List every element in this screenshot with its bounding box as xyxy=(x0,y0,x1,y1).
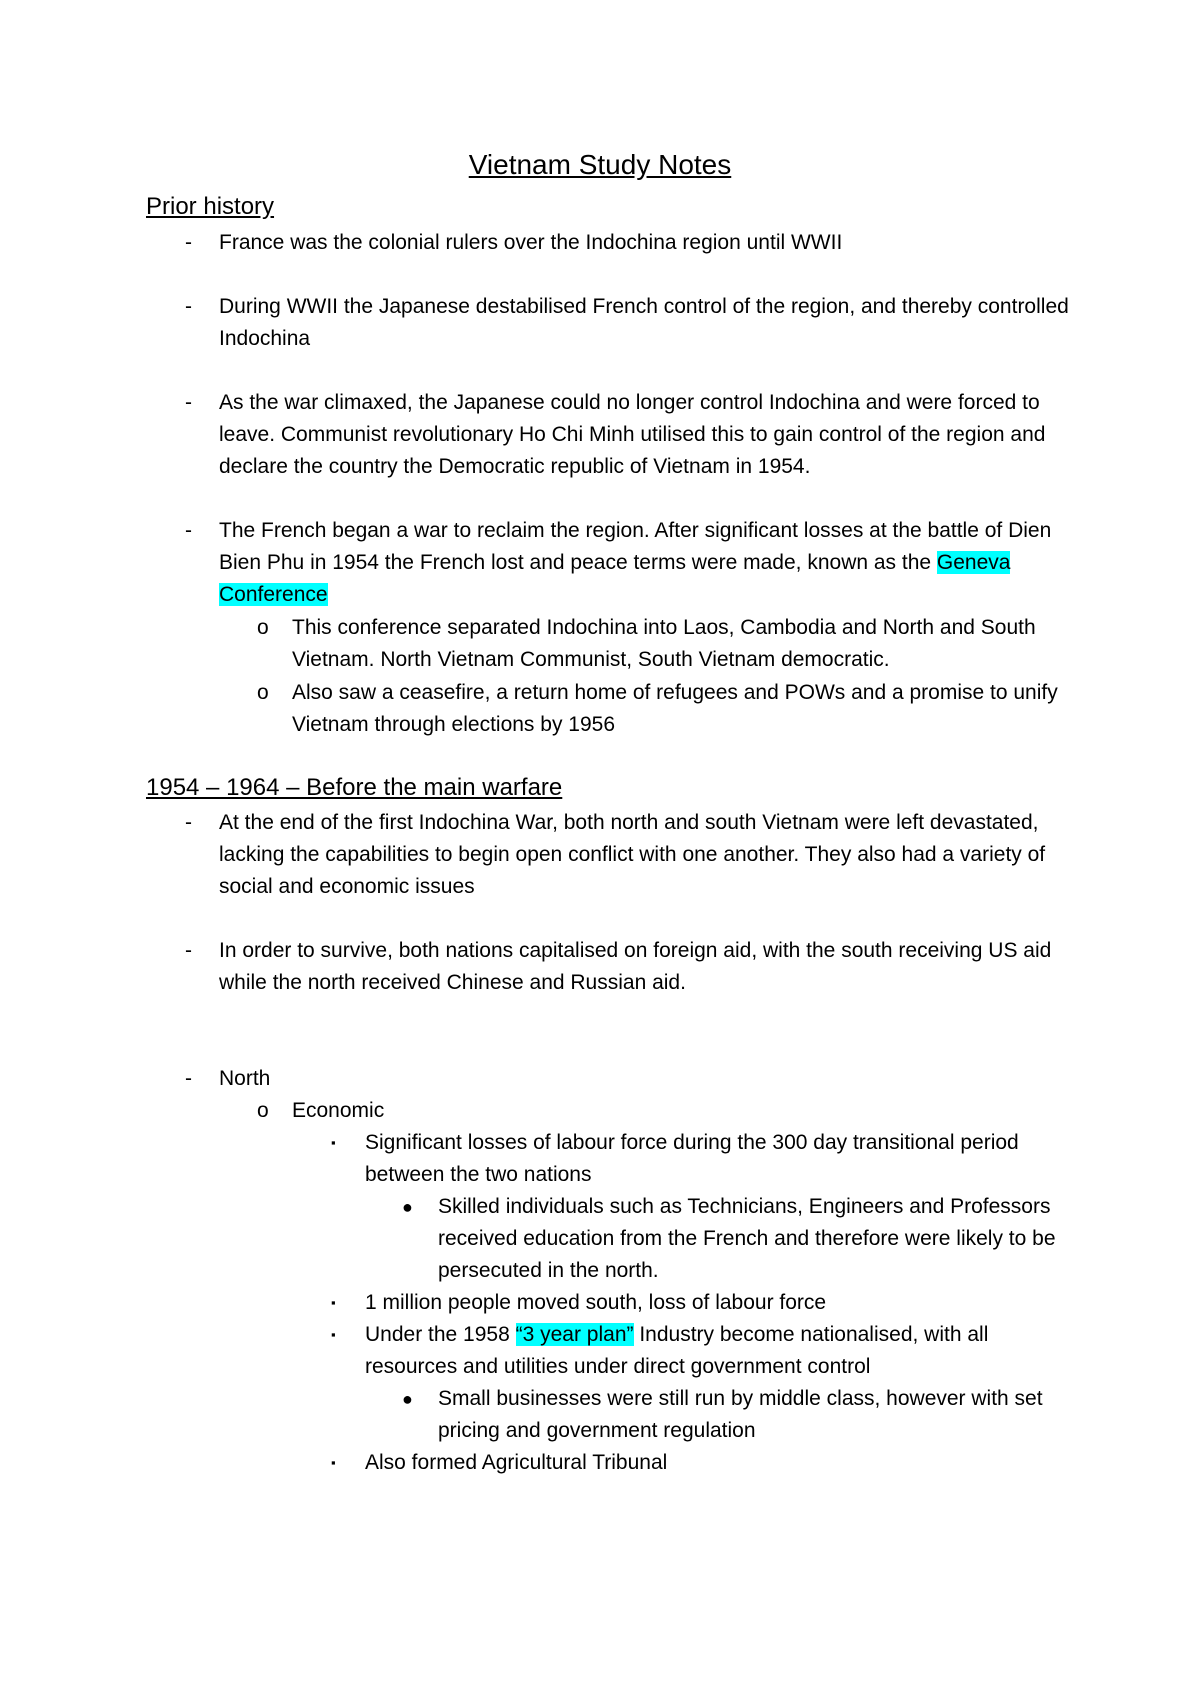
dash-marker: - xyxy=(185,1067,192,1090)
circle-marker: o xyxy=(257,681,269,704)
bullet-marker: ● xyxy=(402,1389,413,1409)
section-heading-1954-1964: 1954 – 1964 – Before the main warfare xyxy=(146,774,563,801)
sub-list-item: Also saw a ceasefire, a return home of refugees and POWs and a promise to unify Vietnam through elections by 1956 xyxy=(292,681,1058,736)
sub-list-item: Economic xyxy=(292,1099,385,1122)
sub-list-item: This conference separated Indochina into Laos, Cambodia and North and South Vietnam. North Vietnam Communist, South Vietnam democratic. xyxy=(292,616,1036,671)
point-item: Also formed Agricultural Tribunal xyxy=(365,1451,668,1474)
list-item: At the end of the first Indochina War, both north and south Vietnam were left devastated, lacking the capabilities to begin open conflict with one another. They also had a variety of social and economic issues xyxy=(219,811,1046,898)
dash-marker: - xyxy=(185,391,192,414)
circle-marker: o xyxy=(257,1099,269,1122)
item-text: Under the 1958 xyxy=(365,1323,516,1346)
dash-marker: - xyxy=(185,519,192,542)
point-item: Significant losses of labour force during the 300 day transitional period between the two nations xyxy=(365,1131,1019,1186)
circle-marker: o xyxy=(257,616,269,639)
dash-marker: - xyxy=(185,295,192,318)
dash-marker: - xyxy=(185,939,192,962)
square-marker: ▪ xyxy=(331,1295,336,1310)
square-marker: ▪ xyxy=(331,1455,336,1470)
list-item: In order to survive, both nations capitalised on foreign aid, with the south receiving US aid while the north received Chinese and Russian aid. xyxy=(219,939,1052,994)
dash-marker: - xyxy=(185,811,192,834)
square-marker: ▪ xyxy=(331,1135,336,1150)
list-item: France was the colonial rulers over the Indochina region until WWII xyxy=(219,231,843,254)
point-item: 1 million people moved south, loss of labour force xyxy=(365,1291,827,1314)
point-item xyxy=(365,1319,1065,1383)
page-title: Vietnam Study Notes xyxy=(468,149,732,180)
list-item: North xyxy=(219,1067,271,1090)
section-heading-prior-history: Prior history xyxy=(146,193,275,220)
highlighted-text: Geneva Conference xyxy=(219,551,1011,606)
item-text: Industry become nationalised, with all resources and utilities under direct government control xyxy=(365,1323,989,1378)
dash-marker: - xyxy=(185,231,192,254)
list-item: As the war climaxed, the Japanese could no longer control Indochina and were forced to leave. Communist revolutionary Ho Chi Minh utilised this to gain control of the region and declare the country the Democratic republic of Vietnam in 1954. xyxy=(219,391,1046,478)
bullet-marker: ● xyxy=(402,1197,413,1217)
square-marker: ▪ xyxy=(331,1327,336,1342)
highlighted-text: “3 year plan” xyxy=(515,1323,634,1346)
list-item: During WWII the Japanese destabilised French control of the region, and thereby controlled Indochina xyxy=(219,295,1069,350)
sub-point-item: Skilled individuals such as Technicians, Engineers and Professors received education from the French and therefore were likely to be persecuted in the north. xyxy=(438,1195,1056,1282)
item-text: The French began a war to reclaim the region. After significant losses at the battle of Dien Bien Phu in 1954 the French lost and peace terms were made, known as the xyxy=(219,519,1052,574)
sub-point-item: Small businesses were still run by middle class, however with set pricing and government regulation xyxy=(438,1387,1043,1442)
list-item xyxy=(219,515,1069,611)
